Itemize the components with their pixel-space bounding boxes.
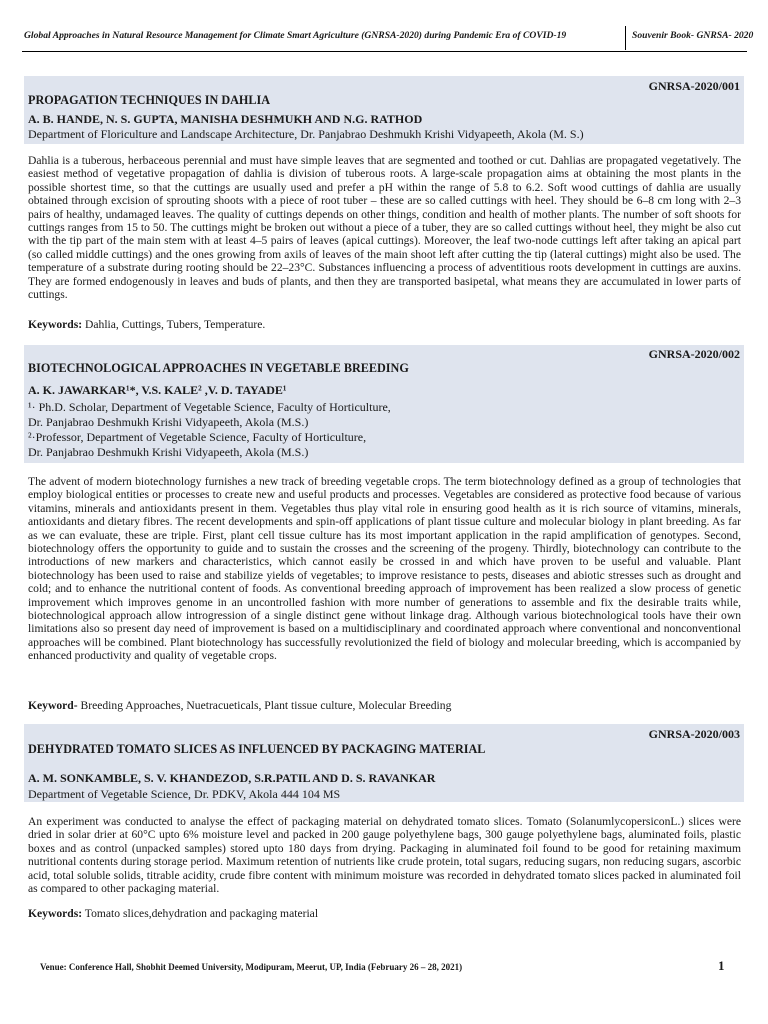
abstract-3-heading-band xyxy=(24,724,744,802)
abstract-3-title: DEHYDRATED TOMATO SLICES AS INFLUENCED BY PACKAGING MATERIAL xyxy=(28,742,486,756)
header-title: Global Approaches in Natural Resource Management for Climate Smart Agriculture (GNRSA-2020) during Pandemic Era of COVID-19 xyxy=(24,30,567,41)
abstract-1-keywords xyxy=(28,318,265,331)
affiliation-line: Dr. Panjabrao Deshmukh Krishi Vidyapeeth, Akola (M.S.) xyxy=(28,415,309,429)
abstract-1-body: Dahlia is a tuberous, herbaceous perennial and must have simple leaves that are segmented and toothed or cut. Dahlias are propagated vegetatively. The easiest method of vegetative propagation of dahlia is division of tuberous roots. A large-scale propagation aims at obtaining the most plants in the possible shortest time, so that the cuttings are usually used and prefer a pH within the range of 5.8 to 6.2. Soft wood cuttings of dahlia are usually obtained through excision of sprouting shoots with a piece of root tuber – these are so called cuttings with heel. They should be 6–8 cm long with 2–3 pairs of healthy, undamaged leaves. The quality of cuttings depends on other things, condition and health of mother plants. The number of soft shoots for cuttings ranges from 15 to 50. The cuttings might be broken out without a piece of a tuber, they are so called cuttings without heel, they might be also cut with the tip part of the main stem with at least 4–5 pairs of leaves (apical cuttings). Moreover, the leaf two-node cuttings left after taking an apical part (so called middle cuttings) and the ones growing from axils of leaves of the main shoot left after cutting the tip (lateral cuttings) might also be used. The temperature of a substrate during rooting should be 22–23°C. Substances influencing a process of adventitious roots development in cuttings are auxins. They are formed endogenously in leaves and buds of plants, and then they are transported basipetal, what means they are accumulated in lower parts of cuttings. xyxy=(28,154,741,302)
affiliation-line: ¹· Ph.D. Scholar, Department of Vegetable Science, Faculty of Horticulture, xyxy=(28,400,391,414)
running-header xyxy=(22,30,754,54)
header-right: Souvenir Book- GNRSA- 2020 xyxy=(632,30,754,41)
abstract-3-authors: A. M. SONKAMBLE, S. V. KHANDEZOD, S.R.PATIL AND D. S. RAVANKAR xyxy=(28,771,436,785)
abstract-1-affiliation: Department of Floriculture and Landscape Architecture, Dr. Panjabrao Deshmukh Krishi Vidyapeeth, Akola (M. S.) xyxy=(28,127,584,141)
abstract-2-affiliation xyxy=(28,400,391,460)
abstract-3-affiliation: Department of Vegetable Science, Dr. PDKV, Akola 444 104 MS xyxy=(28,787,341,801)
abstract-3-body: An experiment was conducted to analyse the effect of packaging material on dehydrated tomato slices. Tomato (SolanumlycopersiconL.) slices were dried in solar drier at 60°C upto 6% moisture level and packed in 200 gauge polyethylene bags, 300 gauge polyethylene bags, aluminated foils, plastic boxes and as control (unpacked samples) stored upto 180 days from drying. Packaging in aluminated foil found to be good for retaining maximum nutritional contents during storage period. Maximum retention of nutrients like crude protein, total sugars, reducing sugars, non reducing sugars, ascorbic acid, total soluble solids, titrable acidity, crude fibre content with minimum moisture was recorded in dehydrated tomato slices packed in aluminated foil as compared to other packaging material. xyxy=(28,815,741,896)
abstract-2-body: The advent of modern biotechnology furnishes a new track of breeding vegetable crops. The term biotechnology defined as a group of technologies that employ biological entities or processes to create new and useful products and processes. Vegetables are considered as protective food because of various vitamins, minerals and antioxidants present in them. Vegetables thus play vital role in ensuring good health as it is rich source of vitamins, minerals, antioxidants and dietary fibres. The recent developments and spin-off applications of plant tissue culture and molecular biology in plant breeding. As far as we can evaluate, these are triple. First, plant cell tissue culture has its most important application in the rapid amplification of genotypes. Second, biotechnology offers the opportunity to guide and to sustain the crosses and the screening of the progeny. Thirdly, biotechnology can contribute to the introductions of new markers and characteristics, which cannot easily be crossed in and which have proven to be useful and valuable. Plant biotechnology has been used to raise and stabilize yields of vegetables; to improve resistance to pests, diseases and abiotic stresses such as drought and cold; and to enhance the nutritional content of foods. As conventional breeding approach of improvement has been realized a slow process of genetic improvement which improves genome in an uncontrolled fashion with more number of generations to assemble and fix the desirable traits while, biotechnological approach allow introgression of a single distinct gene without linkage drag. Although various biotechnological tools have their own limitations also so present day need of improvement is based on a multidisciplinary and coordinated approach where conventional and nonconventional approaches will be combined. Plant biotechnology has successfully revolutionized the field of biology and molecular breeding, which is accompanied by enhanced productivity and quality of vegetable crops. xyxy=(28,475,741,663)
abstract-3-code: GNRSA-2020/003 xyxy=(648,727,740,741)
abstract-3-keywords-label: Keywords: xyxy=(28,907,83,920)
affiliation-line: Dr. Panjabrao Deshmukh Krishi Vidyapeeth, Akola (M.S.) xyxy=(28,445,309,459)
abstract-1-code: GNRSA-2020/001 xyxy=(648,79,740,93)
affiliation-line: ²·Professor, Department of Vegetable Science, Faculty of Horticulture, xyxy=(28,430,367,444)
abstract-3-keywords xyxy=(28,907,318,920)
abstract-2-keywords xyxy=(28,699,451,712)
abstract-1-keywords-text: Dahlia, Cuttings, Tubers, Temperature. xyxy=(82,318,266,331)
abstract-2-title: BIOTECHNOLOGICAL APPROACHES IN VEGETABLE BREEDING xyxy=(28,361,409,375)
abstract-2-heading-band xyxy=(24,345,744,463)
header-rule xyxy=(22,51,747,52)
abstract-2-keywords-label: Keyword- xyxy=(28,699,78,712)
abstract-1-authors: A. B. HANDE, N. S. GUPTA, MANISHA DESHMUKH AND N.G. RATHOD xyxy=(28,112,423,126)
header-separator xyxy=(625,26,626,50)
abstract-2-authors: A. K. JAWARKAR¹*, V.S. KALE² ,V. D. TAYADE¹ xyxy=(28,383,287,397)
footer-venue: Venue: Conference Hall, Shobhit Deemed University, Modipuram, Meerut, UP, India (February 26 – 28, 2021) xyxy=(40,962,463,972)
page-number: 1 xyxy=(718,958,725,973)
abstract-1-title: PROPAGATION TECHNIQUES IN DAHLIA xyxy=(28,93,271,107)
abstract-1-keywords-label: Keywords: xyxy=(28,318,83,331)
abstract-2-code: GNRSA-2020/002 xyxy=(648,347,740,361)
abstract-2-keywords-text: Breeding Approaches, Nuetracueticals, Plant tissue culture, Molecular Breeding xyxy=(77,699,452,712)
abstract-1-heading-band xyxy=(24,76,744,144)
abstract-3-keywords-text: Tomato slices,dehydration and packaging material xyxy=(82,907,319,920)
